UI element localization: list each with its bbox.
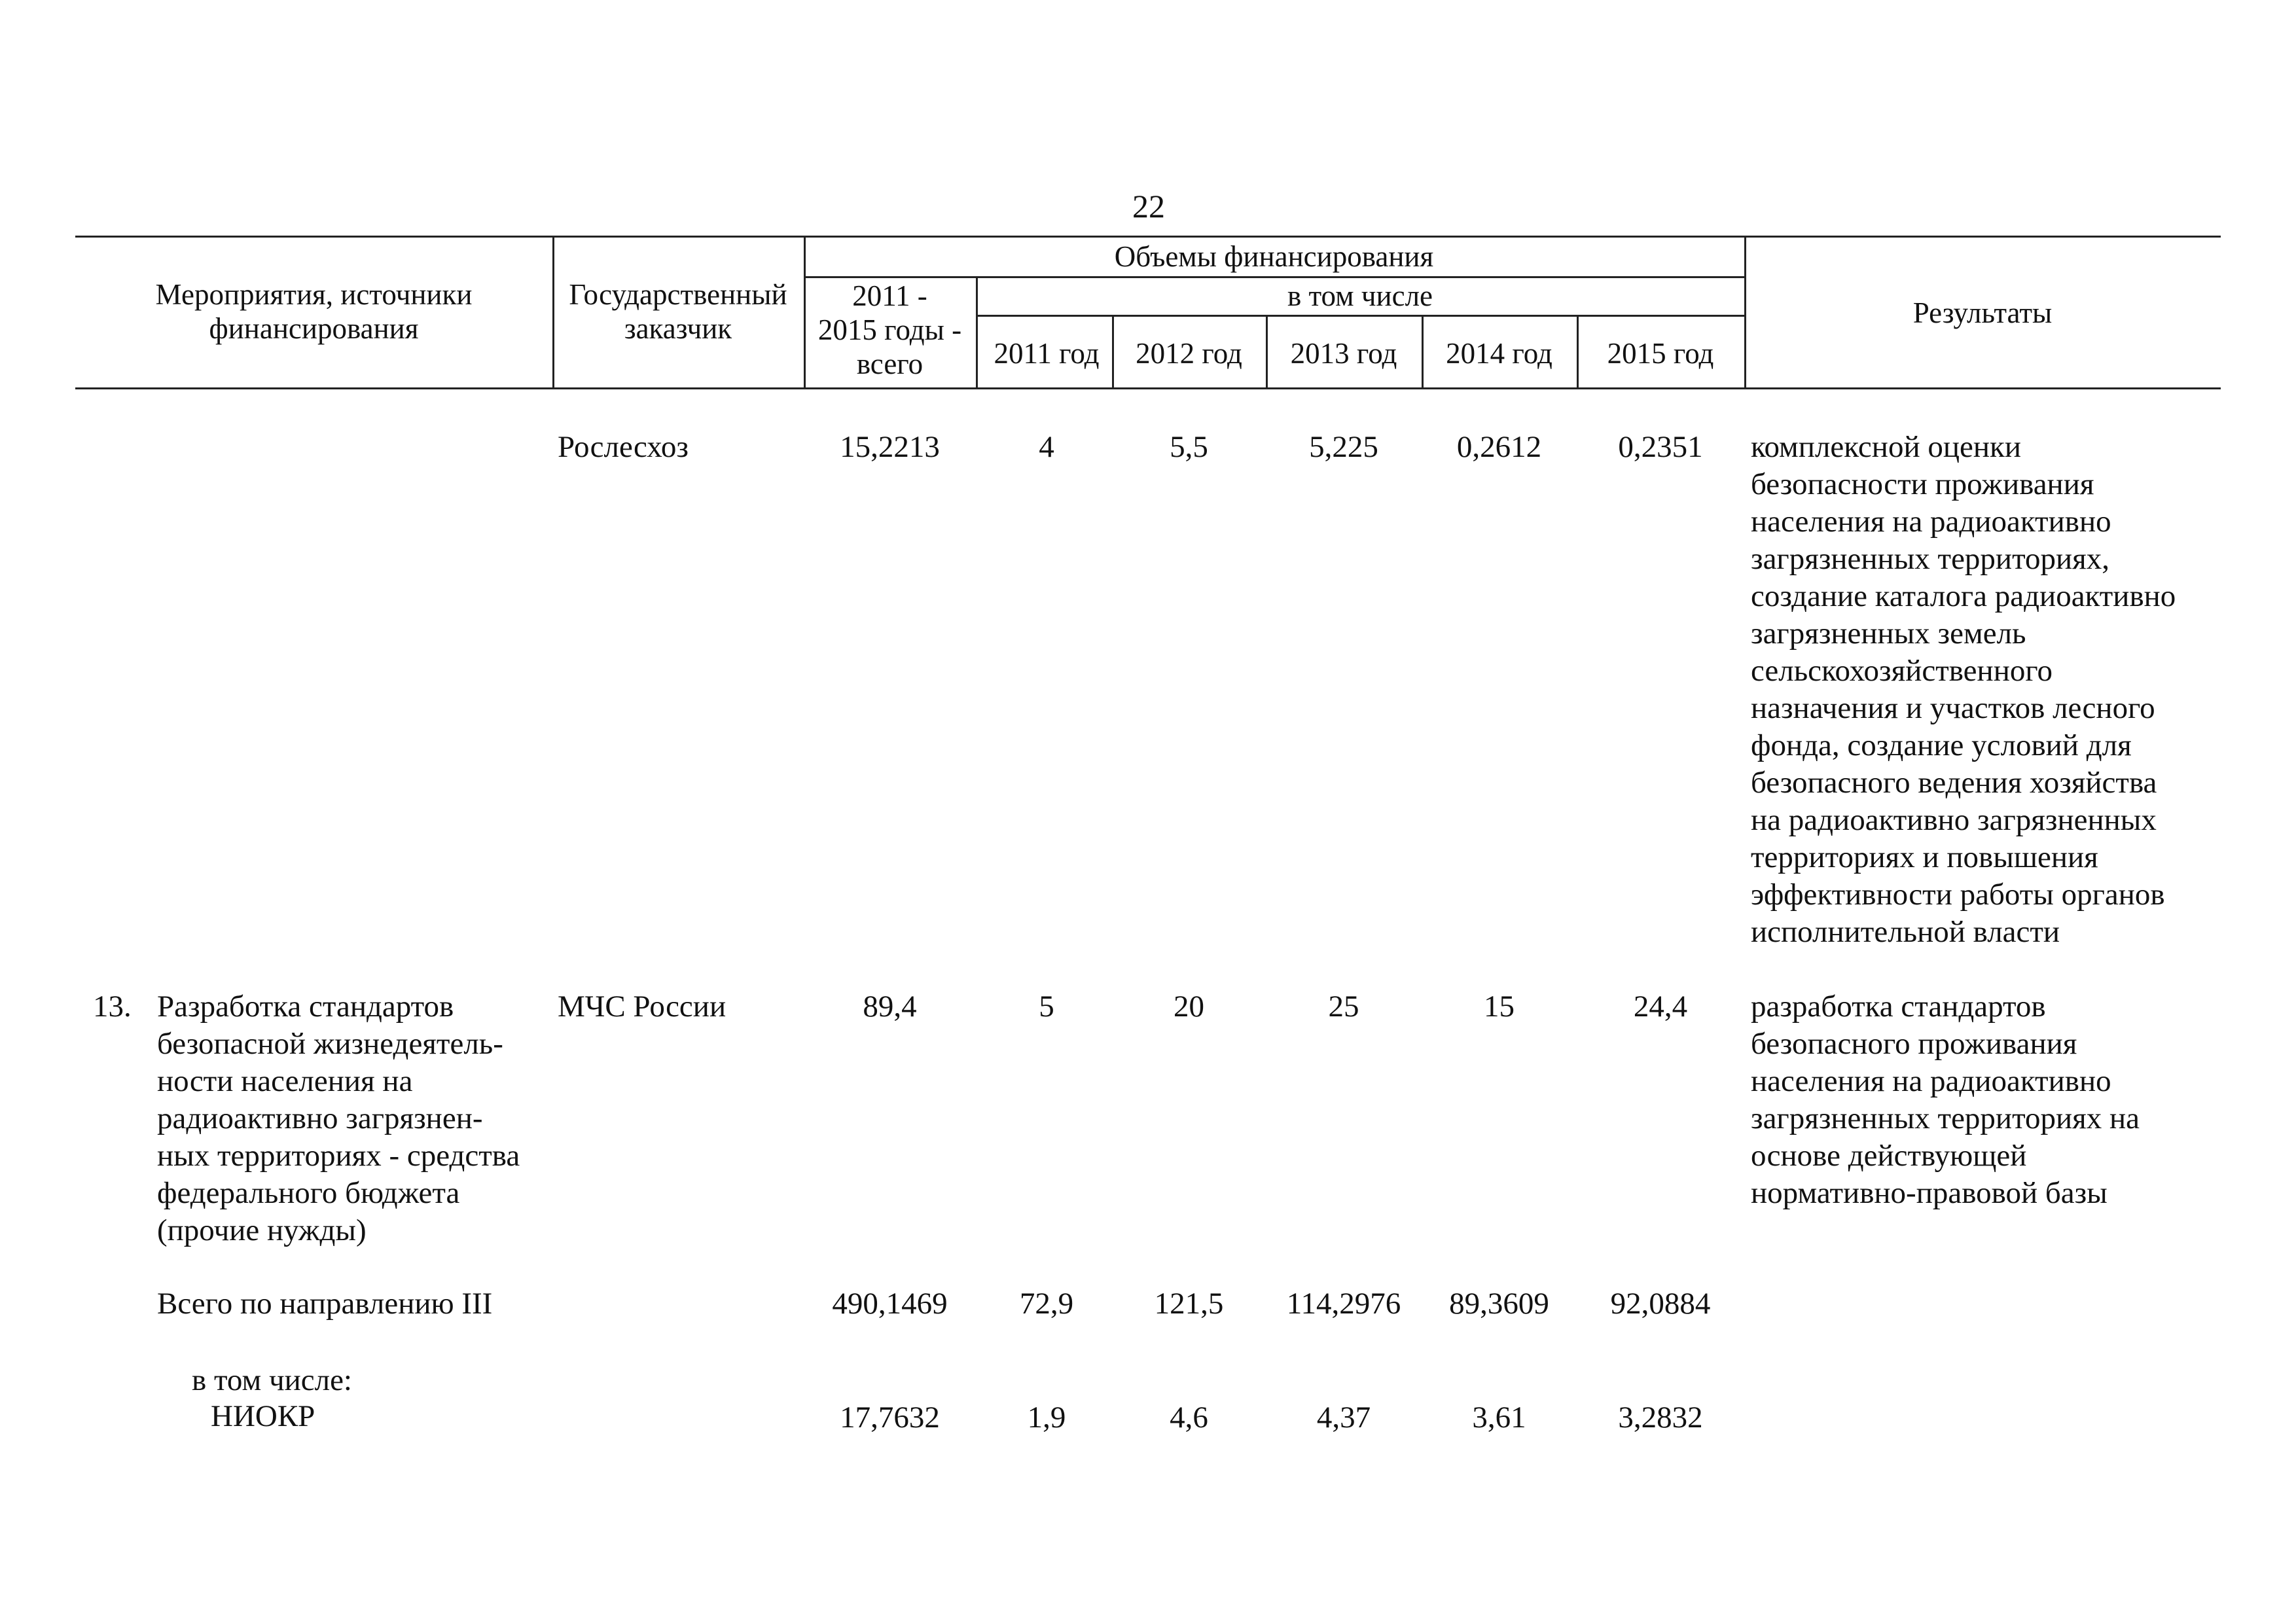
including-rule [976, 315, 1744, 317]
niokr-value-2011: 1,9 [1027, 1400, 1066, 1435]
header-results: Результаты [1912, 296, 2053, 329]
activity-line: ных территориях - средства [157, 1139, 520, 1173]
funding-title-rule [804, 276, 1744, 278]
row-value-2014: 0,2612 [1456, 430, 1542, 464]
results-line: сельскохозяйственного [1751, 654, 2053, 688]
row-value-2012: 20 [1174, 990, 1204, 1024]
header-including: в том числе [1287, 279, 1433, 312]
row-value-2012: 5,5 [1170, 430, 1208, 464]
results-line: на радиоактивно загрязненных [1751, 803, 2157, 837]
header-total-line-3: всего [856, 348, 924, 380]
results-line: безопасности проживания [1751, 467, 2094, 501]
total-row-total: 490,1469 [832, 1287, 948, 1321]
activity-line: Разработка стандартов [157, 990, 454, 1024]
results-line: безопасного проживания [1751, 1027, 2077, 1061]
results-line: назначения и участков лесного [1751, 691, 2155, 725]
results-line: загрязненных земель [1751, 616, 2026, 651]
header-funding-title: Объемы финансирования [1114, 240, 1434, 273]
niokr-total: 17,7632 [840, 1400, 940, 1435]
row-customer: Рослесхоз [558, 430, 689, 464]
table-header-bottom-rule [75, 387, 2221, 389]
row-value-2014: 15 [1484, 990, 1515, 1024]
row-value-2011: 5 [1039, 990, 1054, 1024]
row-value-2011: 4 [1039, 430, 1054, 464]
niokr-value-2015: 3,2832 [1618, 1400, 1703, 1435]
total-row-value-2012: 121,5 [1154, 1287, 1224, 1321]
results-line: разработка стандартов [1751, 990, 2046, 1024]
row-results [1751, 429, 2176, 951]
results-line: фонда, создание условий для [1751, 728, 2132, 762]
niokr-value-2014: 3,61 [1472, 1400, 1526, 1435]
results-line: эффективности работы органов [1751, 878, 2165, 912]
page-number: 22 [1132, 188, 1165, 224]
table-top-rule [75, 236, 2221, 238]
row-activity [157, 988, 520, 1249]
row-total: 89,4 [863, 990, 917, 1024]
total-row-value-2013: 114,2976 [1286, 1287, 1401, 1321]
results-line: исполнительной власти [1751, 915, 2060, 949]
total-row-value-2014: 89,3609 [1449, 1287, 1549, 1321]
activity-line: ности населения на [157, 1064, 413, 1098]
header-year-2012: 2012 год [1136, 337, 1242, 370]
results-line: создание каталога радиоактивно [1751, 579, 2176, 613]
header-activities-line-1: Мероприятия, источники [155, 278, 473, 311]
results-line: населения на радиоактивно [1751, 505, 2111, 539]
niokr-value-2012: 4,6 [1170, 1400, 1208, 1435]
row-value-2013: 5,225 [1309, 430, 1378, 464]
activity-line: федерального бюджета [157, 1176, 460, 1210]
row-results [1751, 988, 2140, 1212]
niokr-value-2013: 4,37 [1316, 1400, 1371, 1435]
results-line: нормативно-правовой базы [1751, 1176, 2108, 1210]
results-line: загрязненных территориях, [1751, 542, 2110, 576]
row-number: 13. [93, 990, 132, 1024]
results-line: комплексной оценки [1751, 430, 2021, 464]
header-customer [552, 277, 804, 346]
row-value-2015: 0,2351 [1618, 430, 1703, 464]
row-value-2015: 24,4 [1633, 990, 1688, 1024]
row-customer: МЧС России [558, 990, 726, 1024]
niokr-label: НИОКР [211, 1399, 315, 1433]
header-activities [75, 277, 552, 346]
header-customer-line-2: заказчик [624, 312, 732, 345]
including-label: в том числе: [192, 1363, 352, 1397]
activity-line: безопасной жизнедеятель- [157, 1027, 503, 1061]
header-year-2014: 2014 год [1446, 337, 1552, 370]
header-activities-line-2: финансирования [209, 312, 419, 345]
header-total-line-1: 2011 - [852, 279, 927, 312]
activity-line: (прочие нужды) [157, 1213, 367, 1247]
results-line: территориях и повышения [1751, 840, 2098, 874]
total-row-value-2011: 72,9 [1019, 1287, 1074, 1321]
results-line: основе действующей [1751, 1139, 2027, 1173]
header-total-line-2: 2015 годы - [817, 313, 962, 346]
results-line: населения на радиоактивно [1751, 1064, 2111, 1098]
header-year-2011: 2011 год [994, 337, 1100, 370]
total-row-label: Всего по направлению III [157, 1287, 493, 1321]
row-total: 15,2213 [840, 430, 940, 464]
activity-line: радиоактивно загрязнен- [157, 1101, 483, 1135]
header-year-2015: 2015 год [1607, 337, 1714, 370]
total-row-value-2015: 92,0884 [1610, 1287, 1711, 1321]
results-line: загрязненных территориях на [1751, 1101, 2140, 1135]
header-total [804, 279, 976, 381]
header-year-2013: 2013 год [1290, 337, 1397, 370]
row-value-2013: 25 [1328, 990, 1359, 1024]
results-line: безопасного ведения хозяйства [1751, 766, 2157, 800]
header-customer-line-1: Государственный [569, 278, 787, 311]
